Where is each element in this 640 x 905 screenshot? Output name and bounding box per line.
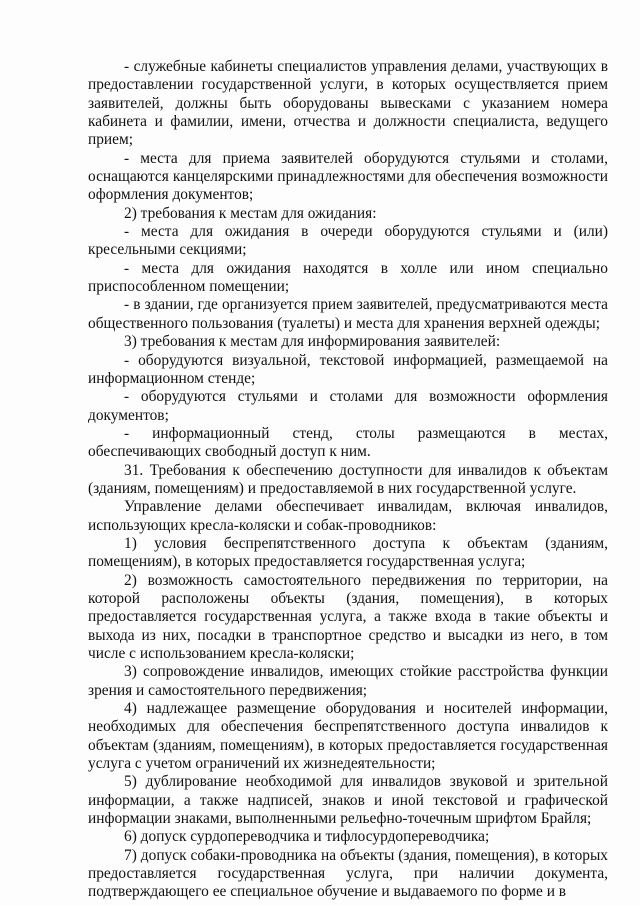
paragraph-stand-access: - информационный стенд, столы размещаются в местах, обеспечивающих свободный доступ к ним. bbox=[88, 424, 608, 461]
paragraph-service-offices: - служебные кабинеты специалистов управления делами, участвующих в предоставлении государственной услуги, в которых осуществляется прием заявителей, должны быть оборудованы вывесками с указанием номера кабинета и фамилии, имени, отчества и должности специалиста, ведущего прием; bbox=[88, 58, 608, 149]
paragraph-item-2: 2) возможность самостоятельного передвижения по территории, на которой расположены объекты (здания, помещения), в которых предоставляется государственная услуга, а также входа в такие объекты и выхода из них, посадки в транспортное средство и высадки из него, в том числе с использованием кресла-коляски; bbox=[88, 571, 608, 662]
paragraph-waiting-queue: - места для ожидания в очереди оборудуются стульями и (или) кресельными секциями; bbox=[88, 223, 608, 259]
paragraph-item-6: 6) допуск сурдопереводчика и тифлосурдопереводчика; bbox=[124, 828, 490, 846]
paragraph-reception-places: - места для приема заявителей оборудуются стульями и столами, оснащаются канцелярскими принадлежностями для обеспечения возможности оформления документов; bbox=[88, 149, 608, 204]
paragraph-management-provides: Управление делами обеспечивает инвалидам, включая инвалидов, использующих кресла-коляски и собак-проводников: bbox=[88, 498, 608, 534]
paragraph-waiting-hall: - места для ожидания находятся в холле или ином специально приспособленном помещении; bbox=[88, 259, 608, 296]
paragraph-item-7: 7) допуск собаки-проводника на объекты (здания, помещения), в которых предоставляется государственная услуга, при наличии документа, подтверждающего ее специальное обучение и выдаваемого по форме и в bbox=[88, 846, 608, 901]
paragraph-item-3: 3) сопровождение инвалидов, имеющих стойкие расстройства функции зрения и самостоятельного передвижения; bbox=[88, 663, 608, 699]
paragraph-info-stand: - оборудуются визуальной, текстовой информацией, размещаемой на информационном стенде; bbox=[88, 351, 608, 387]
paragraph-item-1: 1) условия беспрепятственного доступа к объектам (зданиям, помещениям), в которых предоставляется государственная услуга; bbox=[88, 534, 608, 571]
paragraph-public-facilities: - в здании, где организуется прием заявителей, предусматриваются места общественного пользования (туалеты) и места для хранения верхней одежды; bbox=[88, 296, 608, 332]
paragraph-waiting-requirements: 2) требования к местам для ожидания: bbox=[124, 204, 377, 222]
paragraph-item-4: 4) надлежащее размещение оборудования и носителей информации, необходимых для обеспечения беспрепятственного доступа инвалидов к объектам (зданиям, помещениям), в которых предоставляется государственная услуга с учетом ограничений их жизнедеятельности; bbox=[88, 700, 608, 773]
paragraph-item-5: 5) дублирование необходимой для инвалидов звуковой и зрительной информации, а также надписей, знаков и иной текстовой и графической информации знаками, выполненными рельефно-точечным шрифтом Брайля; bbox=[88, 773, 608, 828]
paragraph-info-furniture: - оборудуются стульями и столами для возможности оформления документов; bbox=[88, 388, 608, 424]
paragraph-information-requirements: 3) требования к местам для информирования заявителей: bbox=[124, 333, 501, 351]
paragraph-section-31: 31. Требования к обеспечению доступности для инвалидов к объектам (зданиям, помещениям) и предоставляемой в них государственной услуге. bbox=[88, 461, 608, 497]
document-body bbox=[88, 58, 608, 902]
